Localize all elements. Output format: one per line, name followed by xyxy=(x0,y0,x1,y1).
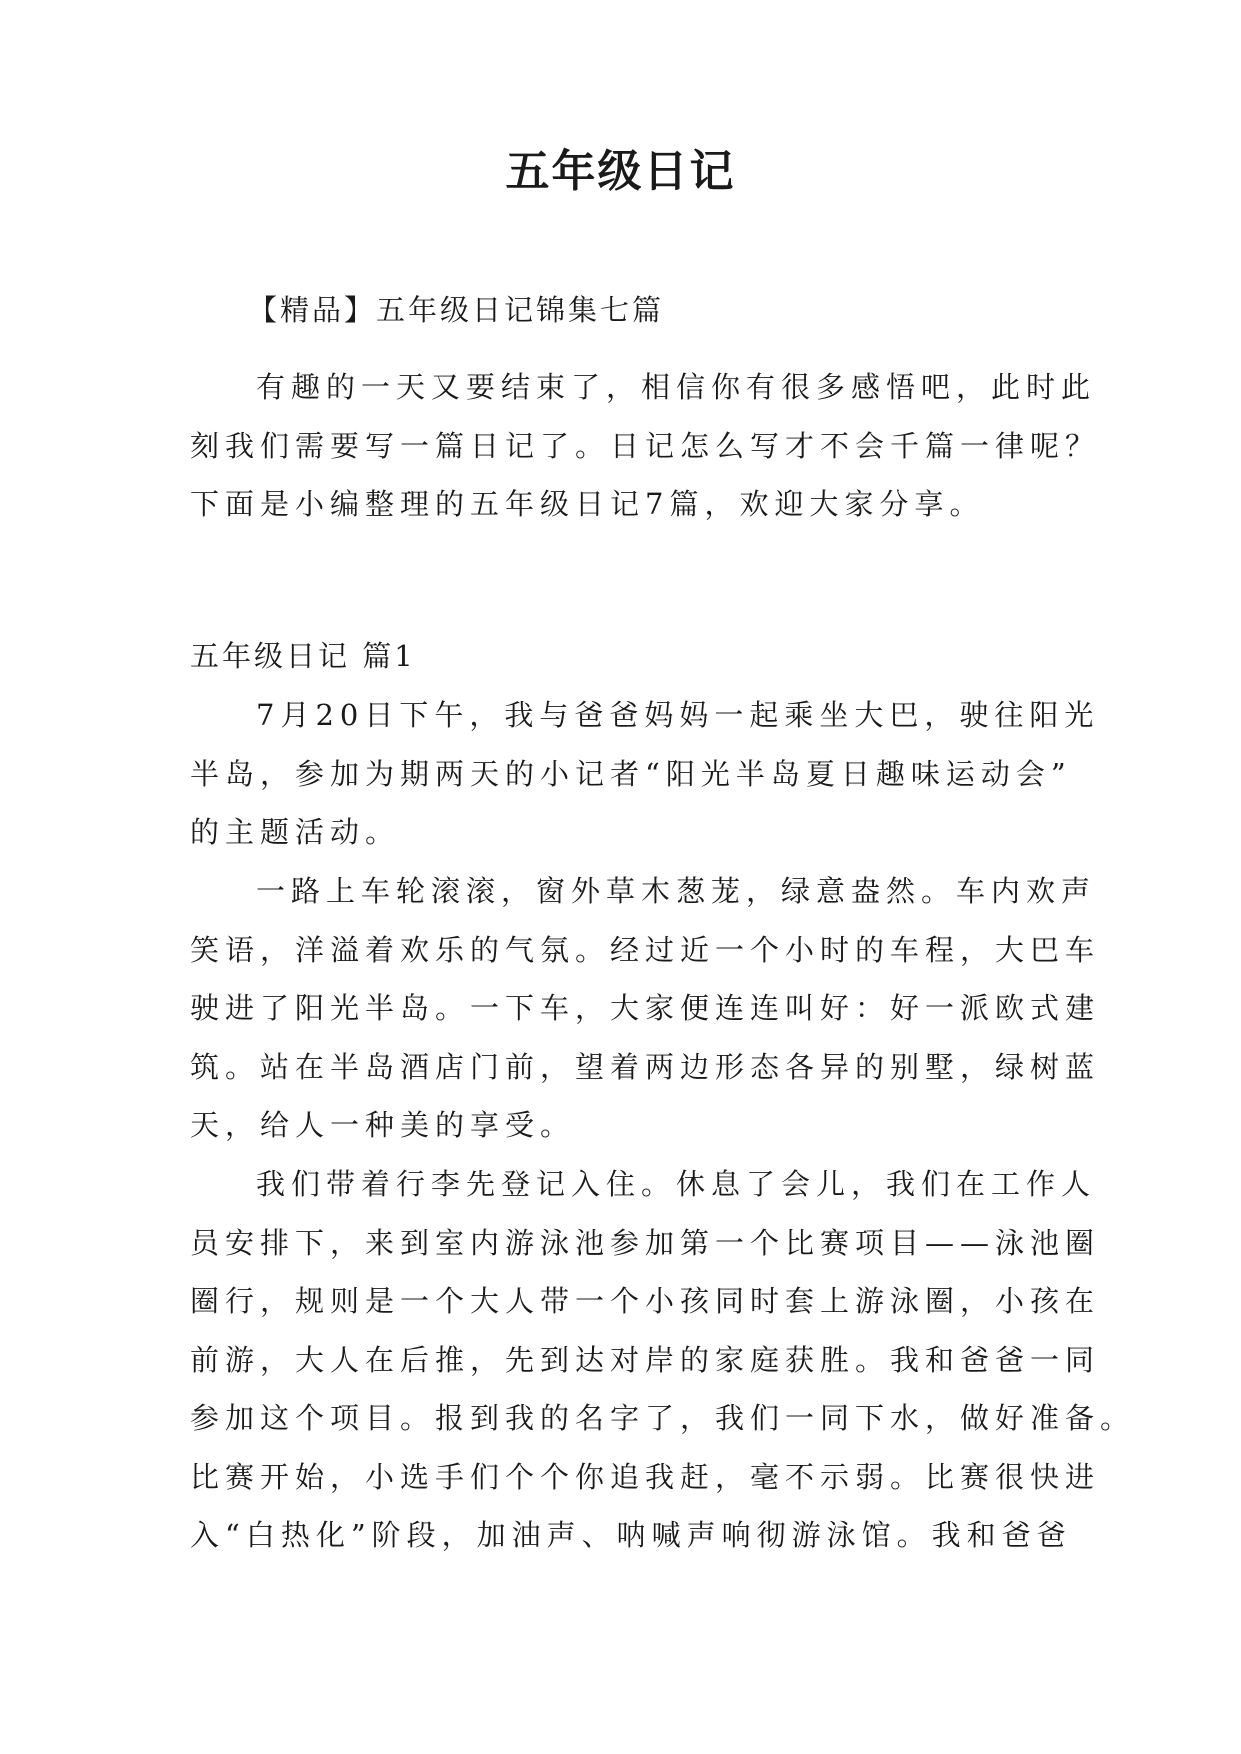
paragraph-line: 笑语，洋溢着欢乐的气氛。经过近一个小时的车程，大巴车 xyxy=(190,932,1101,967)
paragraph-line: 员安排下，来到室内游泳池参加第一个比赛项目——泳池圈 xyxy=(190,1225,1101,1260)
paragraph-line: 前游，大人在后推，先到达对岸的家庭获胜。我和爸爸一同 xyxy=(190,1342,1101,1377)
paragraph-line: 圈行，规则是一个大人带一个小孩同时套上游泳圈，小孩在 xyxy=(190,1284,1101,1318)
document-title: 五年级日记 xyxy=(505,146,736,197)
intro-paragraph xyxy=(190,358,1101,534)
paragraph-line: 7月20日下午，我与爸爸妈妈一起乘坐大巴，驶往阳光 xyxy=(256,698,1100,732)
intro-line: 下面是小编整理的五年级日记7篇，欢迎大家分享。 xyxy=(190,487,985,521)
paragraph-3 xyxy=(190,1155,1136,1565)
paragraph-line: 筑。站在半岛酒店门前，望着两边形态各异的别墅，绿树蓝 xyxy=(190,1049,1101,1084)
paragraph-line: 我们带着行李先登记入住。休息了会儿，我们在工作人 xyxy=(256,1167,1097,1201)
intro-line: 刻我们需要写一篇日记了。日记怎么写才不会千篇一律呢？ xyxy=(190,428,1101,463)
paragraph-line: 天，给人一种美的享受。 xyxy=(190,1108,576,1142)
paragraph-line: 入“白热化”阶段，加油声、呐喊声响彻游泳馆。我和爸爸 xyxy=(190,1518,1072,1552)
paragraph-1 xyxy=(190,686,1100,862)
paragraph-line: 半岛，参加为期两天的小记者“阳光半岛夏日趣味运动会” xyxy=(190,756,1072,791)
paragraph-line: 的主题活动。 xyxy=(190,815,401,849)
paragraph-line: 比赛开始，小选手们个个你追我赶，毫不示弱。比赛很快进 xyxy=(190,1459,1101,1494)
paragraph-line: 参加这个项目。报到我的名字了，我们一同下水，做好准备。 xyxy=(190,1401,1136,1435)
paragraph-line: 一路上车轮滚滚，窗外草木葱茏，绿意盎然。车内欢声 xyxy=(256,874,1097,908)
section-heading: 五年级日记 篇1 xyxy=(190,639,416,673)
paragraph-line: 驶进了阳光半岛。一下车，大家便连连叫好：好一派欧式建 xyxy=(190,991,1101,1025)
paragraph-2 xyxy=(190,862,1101,1155)
document-subtitle: 【精品】五年级日记锦集七篇 xyxy=(248,293,665,327)
intro-line: 有趣的一天又要结束了，相信你有很多感悟吧，此时此 xyxy=(256,370,1097,404)
